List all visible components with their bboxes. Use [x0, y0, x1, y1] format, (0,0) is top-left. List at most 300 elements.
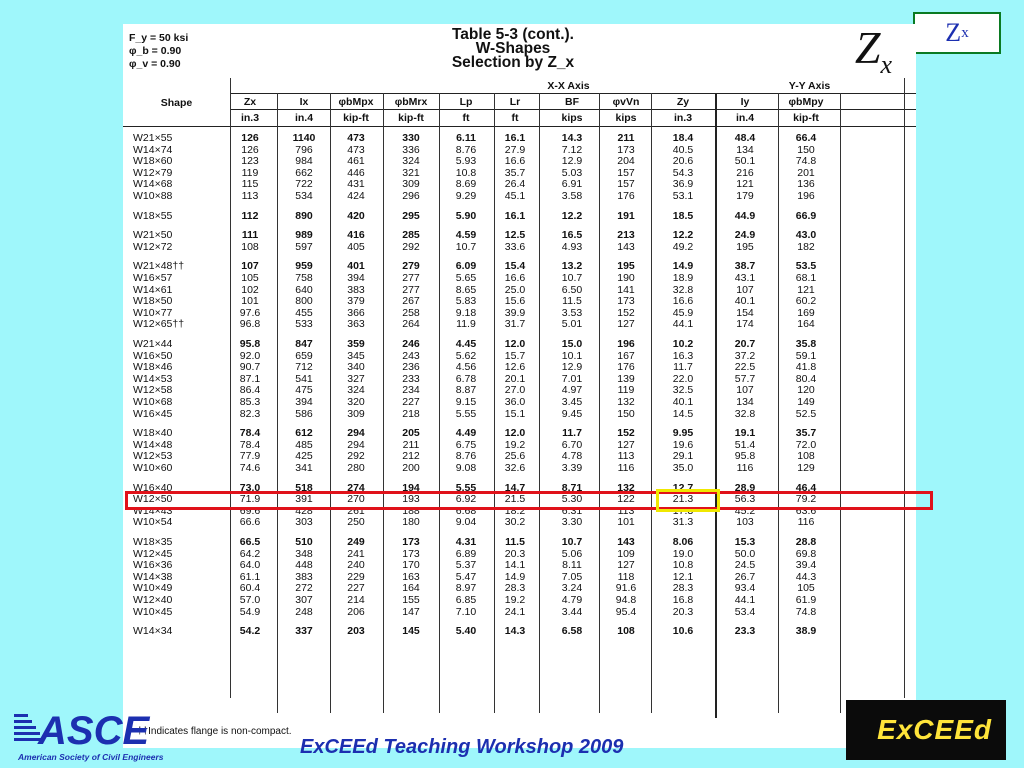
unit-9: in.4 — [735, 112, 755, 124]
table-cell: 103 — [736, 516, 754, 529]
table-cell: 250 — [347, 516, 365, 529]
table-cell: 150 — [617, 407, 635, 420]
table-cell: 13.2 — [561, 260, 583, 273]
table-cell: 66.4 — [795, 132, 817, 144]
zx-sub: x — [961, 24, 969, 41]
table-cell: 35.8 — [795, 338, 817, 350]
table-cell: 324 — [402, 155, 420, 168]
table-cell: 431 — [347, 178, 365, 191]
table-cell: 31.3 — [672, 516, 694, 529]
table-cell: 341 — [295, 462, 313, 474]
table-cell: 12.6 — [504, 361, 526, 374]
design-specs — [129, 32, 188, 71]
table-cell: 147 — [402, 605, 420, 618]
table-cell: 107 — [736, 384, 754, 397]
column-header-10: φbMpy — [788, 96, 824, 108]
table-cell: 16.1 — [504, 132, 526, 144]
shape-designation: W12×65†† — [133, 318, 185, 331]
shape-designation: W10×68 — [133, 396, 173, 408]
table-cell: 149 — [797, 396, 815, 408]
table-cell: 66.5 — [239, 536, 261, 548]
table-cell: 95.8 — [734, 450, 756, 463]
table-cell: 54.2 — [239, 625, 261, 638]
table-cell: 21.5 — [504, 493, 526, 506]
table-cell: 989 — [295, 229, 313, 242]
table-cell: 61.9 — [795, 594, 817, 606]
column-header-0: Zx — [243, 96, 257, 108]
table-cell: 425 — [295, 450, 313, 463]
table-cell: 612 — [295, 427, 313, 440]
table-cell: 5.90 — [455, 209, 477, 222]
table-cell: 320 — [347, 396, 365, 408]
table-cell: 475 — [295, 384, 313, 397]
table-cell: 20.6 — [672, 155, 694, 168]
table-cell: 173 — [617, 295, 635, 308]
table-cell: 16.6 — [504, 155, 526, 168]
table-cell: 270 — [347, 493, 365, 506]
column-header-9: Iy — [740, 96, 750, 108]
table-cell: 6.68 — [455, 504, 477, 517]
table-cell: 14.3 — [504, 625, 526, 638]
table-cell: 8.06 — [672, 536, 694, 548]
table-cell: 420 — [347, 209, 365, 222]
table-cell: 4.78 — [561, 450, 583, 463]
table-cell: 167 — [617, 349, 635, 362]
table-cell: 3.24 — [561, 582, 583, 595]
table-cell: 107 — [241, 260, 259, 273]
table-cell: 227 — [402, 396, 420, 408]
table-cell: 36.0 — [504, 396, 526, 408]
shape-designation: W21×50 — [133, 229, 173, 242]
shape-designation: W21×55 — [133, 132, 173, 144]
table-cell: 15.6 — [504, 295, 526, 308]
unit-0: in.3 — [240, 112, 260, 124]
table-cell: 473 — [347, 132, 365, 144]
table-cell: 17.3 — [672, 504, 694, 517]
table-cell: 14.9 — [504, 570, 526, 583]
table-cell: 12.1 — [672, 570, 694, 583]
table-cell: 30.2 — [504, 516, 526, 529]
table-cell: 86.4 — [239, 384, 261, 397]
table-cell: 249 — [347, 536, 365, 548]
table-cell: 4.59 — [455, 229, 477, 242]
cell-highlight-box — [656, 489, 720, 512]
table-cell: 71.9 — [239, 493, 261, 506]
table-cell: 150 — [797, 143, 815, 156]
table-cell: 227 — [347, 582, 365, 595]
table-cell: 91.6 — [615, 582, 637, 595]
table-cell: 15.3 — [734, 536, 756, 548]
table-cell: 180 — [402, 516, 420, 529]
table-cell: 6.75 — [455, 438, 477, 451]
unit-3: kip-ft — [398, 112, 424, 124]
table-cell: 38.9 — [795, 625, 817, 638]
table-cell: 32.8 — [734, 407, 756, 420]
table-cell: 16.6 — [672, 295, 694, 308]
table-cell: 188 — [402, 504, 420, 517]
table-cell: 3.45 — [561, 396, 583, 408]
table-cell: 119 — [617, 384, 635, 397]
table-cell: 11.5 — [505, 536, 525, 548]
table-cell: 205 — [402, 427, 420, 440]
shape-designation: W14×48 — [133, 438, 173, 451]
table-cell: 258 — [402, 306, 420, 319]
spec-phib: φ_b = 0.90 — [129, 45, 182, 57]
table-cell: 109 — [617, 547, 635, 560]
table-cell: 294 — [347, 427, 365, 440]
footnote: ††Indicates flange is non-compact. — [137, 726, 292, 737]
table-cell: 321 — [402, 166, 420, 179]
table-cell: 416 — [347, 229, 365, 242]
table-cell: 19.1 — [734, 427, 756, 440]
table-cell: 5.55 — [455, 407, 477, 420]
table-cell: 15.1 — [504, 407, 526, 420]
table-cell: 51.4 — [734, 438, 756, 451]
table-cell: 4.93 — [561, 240, 583, 253]
table-cell: 461 — [347, 155, 365, 168]
table-cell: 35.0 — [672, 462, 694, 474]
table-cell: 359 — [347, 338, 365, 350]
shape-designation: W12×40 — [133, 594, 173, 606]
table-cell: 847 — [295, 338, 313, 350]
asce-logo-text: ASCE — [38, 709, 150, 753]
table-cell: 24.9 — [734, 229, 756, 242]
table-cell: 5.37 — [455, 559, 477, 572]
table-cell: 134 — [736, 143, 754, 156]
table-cell: 5.01 — [561, 318, 583, 331]
table-rule — [230, 93, 916, 94]
table-cell: 8.65 — [455, 283, 477, 296]
table-cell: 5.47 — [455, 570, 477, 583]
table-cell: 428 — [295, 504, 313, 517]
table-cell: 26.7 — [734, 570, 756, 583]
table-cell: 6.91 — [561, 178, 583, 191]
table-cell: 12.0 — [504, 338, 526, 350]
table-cell: 9.29 — [455, 190, 477, 202]
shape-designation: W12×53 — [133, 450, 173, 463]
table-cell: 57.0 — [239, 594, 261, 606]
table-cell: 134 — [736, 396, 754, 408]
table-cell: 190 — [617, 272, 635, 284]
table-cell: 722 — [295, 178, 313, 191]
table-cell: 126 — [241, 143, 259, 156]
table-cell: 296 — [402, 190, 420, 202]
table-cell: 292 — [402, 240, 420, 253]
column-rule — [840, 93, 841, 713]
unit-1: in.4 — [294, 112, 314, 124]
table-cell: 236 — [402, 361, 420, 374]
table-cell: 29.1 — [672, 450, 694, 463]
table-cell: 54.9 — [239, 605, 261, 618]
table-cell: 796 — [295, 143, 313, 156]
table-cell: 10.8 — [455, 166, 477, 179]
table-cell: 510 — [295, 536, 313, 548]
table-cell: 3.30 — [561, 516, 583, 529]
column-header-5: Lr — [509, 96, 521, 108]
table-cell: 292 — [347, 450, 365, 463]
table-cell: 3.39 — [561, 462, 583, 474]
table-cell: 136 — [797, 178, 815, 191]
table-cell: 92.0 — [239, 349, 261, 362]
column-header-8: Zy — [676, 96, 690, 108]
shape-designation: W16×57 — [133, 272, 173, 284]
table-cell: 890 — [295, 209, 313, 222]
table-cell: 9.08 — [455, 462, 477, 474]
shape-designation: W14×61 — [133, 283, 173, 296]
table-cell: 28.3 — [672, 582, 694, 595]
table-cell: 169 — [797, 306, 815, 319]
title-line-3: Selection by Z_x — [451, 54, 575, 71]
table-cell: 214 — [347, 594, 365, 606]
table-cell: 143 — [617, 240, 635, 253]
table-cell: 16.6 — [504, 272, 526, 284]
table-cell: 211 — [617, 132, 635, 144]
table-cell: 6.92 — [455, 493, 477, 506]
table-cell: 173 — [402, 547, 420, 560]
shape-designation: W10×49 — [133, 582, 173, 595]
shape-designation: W16×40 — [133, 481, 173, 494]
table-cell: 204 — [617, 155, 635, 168]
shape-designation: W12×79 — [133, 166, 173, 179]
table-cell: 163 — [402, 570, 420, 583]
column-rule — [904, 78, 905, 698]
table-cell: 984 — [295, 155, 313, 168]
table-cell: 72.0 — [795, 438, 817, 451]
table-cell: 277 — [402, 272, 420, 284]
shape-designation: W18×46 — [133, 361, 173, 374]
table-cell: 345 — [347, 349, 365, 362]
exceed-logo-text: ExCEEd — [877, 714, 992, 745]
table-cell: 39.4 — [795, 559, 817, 572]
unit-4: ft — [462, 112, 470, 124]
table-cell: 35.7 — [795, 427, 817, 440]
table-cell: 145 — [402, 625, 420, 638]
table-cell: 139 — [617, 372, 635, 385]
table-cell: 277 — [402, 283, 420, 296]
table-cell: 6.85 — [455, 594, 477, 606]
table-cell: 127 — [617, 559, 635, 572]
table-cell: 18.5 — [672, 209, 694, 222]
scanned-table-page — [123, 24, 916, 748]
table-cell: 21.3 — [672, 493, 694, 506]
table-cell: 176 — [617, 190, 635, 202]
table-cell: 264 — [402, 318, 420, 331]
table-cell: 394 — [347, 272, 365, 284]
table-cell: 659 — [295, 349, 313, 362]
table-title — [393, 28, 633, 70]
table-cell: 64.0 — [239, 559, 261, 572]
shape-designation: W10×45 — [133, 605, 173, 618]
table-cell: 74.6 — [239, 462, 261, 474]
table-cell: 64.2 — [239, 547, 261, 560]
title-line-2: W-Shapes — [475, 40, 551, 57]
table-cell: 37.2 — [734, 349, 756, 362]
table-cell: 240 — [347, 559, 365, 572]
spec-fy: F_y = 50 ksi — [129, 32, 189, 44]
table-cell: 959 — [295, 260, 313, 273]
table-cell: 8.71 — [561, 481, 583, 494]
table-cell: 132 — [617, 481, 635, 494]
shape-designation: W14×68 — [133, 178, 173, 191]
table-cell: 19.0 — [672, 547, 694, 560]
table-cell: 87.1 — [239, 372, 261, 385]
table-cell: 108 — [797, 450, 815, 463]
table-cell: 16.3 — [672, 349, 694, 362]
table-cell: 44.1 — [734, 594, 756, 606]
table-cell: 10.6 — [672, 625, 694, 638]
table-cell: 41.8 — [795, 361, 817, 374]
column-header-2: φbMpx — [338, 96, 374, 108]
shape-designation: W10×60 — [133, 462, 173, 474]
shape-designation: W14×38 — [133, 570, 173, 583]
table-cell: 8.76 — [455, 143, 477, 156]
table-cell: 379 — [347, 295, 365, 308]
table-cell: 32.6 — [504, 462, 526, 474]
table-cell: 534 — [295, 190, 313, 202]
table-cell: 116 — [617, 462, 635, 474]
table-cell: 27.9 — [504, 143, 526, 156]
table-cell: 196 — [797, 190, 815, 202]
title-line-1: Table 5-3 (cont.). — [451, 26, 574, 43]
table-cell: 127 — [617, 438, 635, 451]
table-cell: 12.9 — [561, 361, 583, 374]
table-cell: 203 — [347, 625, 365, 638]
column-header-3: φbMrx — [394, 96, 428, 108]
table-cell: 330 — [402, 132, 420, 144]
table-cell: 11.7 — [562, 427, 582, 440]
table-cell: 12.0 — [504, 427, 526, 440]
table-cell: 12.7 — [672, 481, 694, 494]
table-cell: 216 — [736, 166, 754, 179]
table-cell: 170 — [402, 559, 420, 572]
table-cell: 28.8 — [795, 536, 817, 548]
shape-designation: W18×35 — [133, 536, 173, 548]
table-cell: 800 — [295, 295, 313, 308]
table-cell: 303 — [295, 516, 313, 529]
table-cell: 20.3 — [504, 547, 526, 560]
table-cell: 33.6 — [504, 240, 526, 253]
table-cell: 77.9 — [239, 450, 261, 463]
table-cell: 94.8 — [615, 594, 637, 606]
table-cell: 7.12 — [561, 143, 583, 156]
shape-designation: W21×48†† — [133, 260, 185, 273]
table-cell: 6.09 — [455, 260, 477, 273]
table-cell: 213 — [617, 229, 635, 242]
table-cell: 19.2 — [504, 594, 526, 606]
table-cell: 14.3 — [561, 132, 583, 144]
table-cell: 68.1 — [795, 272, 817, 284]
table-cell: 307 — [295, 594, 313, 606]
table-cell: 32.5 — [672, 384, 694, 397]
table-cell: 533 — [295, 318, 313, 331]
column-header-7: φvVn — [612, 96, 640, 108]
table-cell: 4.45 — [455, 338, 477, 350]
table-cell: 248 — [295, 605, 313, 618]
table-cell: 14.7 — [504, 481, 526, 494]
table-cell: 40.1 — [734, 295, 756, 308]
table-cell: 50.1 — [734, 155, 756, 168]
table-cell: 69.8 — [795, 547, 817, 560]
table-cell: 8.76 — [455, 450, 477, 463]
table-cell: 90.7 — [239, 361, 261, 374]
shape-designation: W16×45 — [133, 407, 173, 420]
table-cell: 113 — [617, 504, 635, 517]
column-header-4: Lp — [459, 96, 473, 108]
big-zx-sub: x — [880, 50, 892, 80]
table-cell: 4.97 — [561, 384, 583, 397]
table-cell: 95.4 — [615, 605, 637, 618]
shape-designation: W16×50 — [133, 349, 173, 362]
table-cell: 78.4 — [239, 438, 261, 451]
table-cell: 31.7 — [504, 318, 526, 331]
table-cell: 141 — [617, 283, 635, 296]
table-cell: 143 — [617, 536, 635, 548]
table-cell: 394 — [295, 396, 313, 408]
table-cell: 8.87 — [455, 384, 477, 397]
table-cell: 6.31 — [561, 504, 583, 517]
table-cell: 16.5 — [561, 229, 583, 242]
table-cell: 7.01 — [561, 372, 583, 385]
table-cell: 391 — [295, 493, 313, 506]
table-cell: 22.0 — [672, 372, 694, 385]
table-cell: 157 — [617, 178, 635, 191]
table-cell: 82.3 — [239, 407, 261, 420]
spec-phiv: φ_v = 0.90 — [129, 58, 181, 70]
table-cell: 5.55 — [455, 481, 477, 494]
table-cell: 78.4 — [239, 427, 261, 440]
table-cell: 12.2 — [672, 229, 694, 242]
table-cell: 52.5 — [795, 407, 817, 420]
table-cell: 45.1 — [504, 190, 526, 202]
table-cell: 43.1 — [734, 272, 756, 284]
table-cell: 446 — [347, 166, 365, 179]
table-cell: 294 — [347, 438, 365, 451]
table-cell: 10.7 — [561, 536, 583, 548]
table-cell: 26.4 — [504, 178, 526, 191]
table-cell: 20.3 — [672, 605, 694, 618]
table-cell: 126 — [241, 132, 259, 144]
table-cell: 4.31 — [455, 536, 477, 548]
table-cell: 267 — [402, 295, 420, 308]
table-cell: 101 — [241, 295, 259, 308]
shape-designation: W12×72 — [133, 240, 173, 253]
table-cell: 22.5 — [734, 361, 756, 374]
table-cell: 16.8 — [672, 594, 694, 606]
table-cell: 4.79 — [561, 594, 583, 606]
table-cell: 662 — [295, 166, 313, 179]
unit-6: kips — [561, 112, 583, 124]
shape-designation: W12×58 — [133, 384, 173, 397]
asce-subtext: American Society of Civil Engineers — [18, 752, 164, 762]
column-header-1: Ix — [299, 96, 309, 108]
table-cell: 7.05 — [561, 570, 583, 583]
table-cell: 44.9 — [734, 209, 756, 222]
table-cell: 15.0 — [561, 338, 583, 350]
table-cell: 174 — [736, 318, 754, 331]
table-cell: 85.3 — [239, 396, 261, 408]
table-cell: 541 — [295, 372, 313, 385]
table-cell: 218 — [402, 407, 420, 420]
table-cell: 309 — [402, 178, 420, 191]
table-cell: 12.9 — [561, 155, 583, 168]
table-cell: 401 — [347, 260, 365, 273]
xx-axis-header: X-X Axis — [547, 80, 590, 92]
yy-axis-header: Y-Y Axis — [788, 80, 831, 92]
table-cell: 246 — [402, 338, 420, 350]
table-cell: 324 — [347, 384, 365, 397]
table-rule — [123, 126, 916, 127]
table-cell: 274 — [347, 481, 365, 494]
